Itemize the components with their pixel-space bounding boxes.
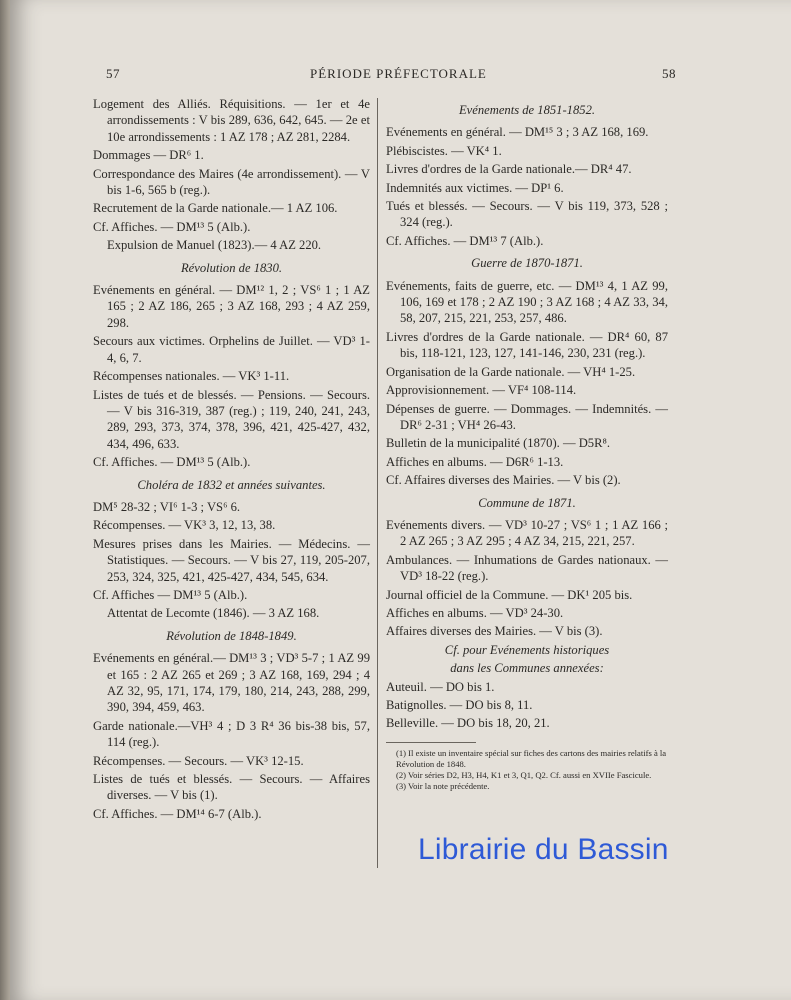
index-entry: Correspondance des Maires (4e arrondissement). — V bis 1-6, 565 b (reg.). bbox=[93, 166, 370, 198]
section-heading: Révolution de 1830. bbox=[180, 260, 283, 275]
section-heading: Commune de 1871. bbox=[478, 495, 576, 510]
index-entry: Bulletin de la municipalité (1870). — D5R⁸. bbox=[386, 436, 611, 451]
right-column-entries bbox=[386, 102, 668, 732]
footnote-3: (3) Voir la note précédente. bbox=[396, 780, 490, 791]
centered-note: Cf. pour Evénements historiques bbox=[444, 642, 610, 657]
index-entry: Récompenses nationales. — VK³ 1-11. bbox=[93, 369, 290, 384]
left-column bbox=[93, 96, 370, 824]
footnote-1: (1) Il existe un inventaire spécial sur fiches des cartons des mairies relatifs à la Révolution de 1848. bbox=[396, 747, 667, 769]
index-entry: Récompenses. — VK³ 3, 12, 13, 38. bbox=[93, 518, 276, 533]
section-heading: Choléra de 1832 et années suivantes. bbox=[137, 477, 326, 492]
centered-note: dans les Communes annexées: bbox=[450, 661, 604, 676]
footnote-rule bbox=[386, 742, 476, 743]
column-divider bbox=[377, 98, 378, 868]
index-entry: Secours aux victimes. Orphelins de Juillet. — VD³ 1-4, 6, 7. bbox=[93, 334, 370, 365]
index-entry: Cf. Affiches — DM¹³ 5 (Alb.). bbox=[93, 587, 248, 602]
index-entry: Logement des Alliés. Réquisitions. — 1er et 4e arrondissements : V bis 289, 636, 642, 645. — 2e et 10e arrondissements : 1 AZ 178 ; AZ 281, 2284. bbox=[93, 97, 370, 144]
section-heading: Révolution de 1848-1849. bbox=[166, 628, 297, 643]
footnote-2: (2) Voir séries D2, H3, H4, K1 et 3, Q1, Q2. Cf. aussi en XVIIe Fascicule. bbox=[396, 769, 652, 780]
index-entry: Dommages — DR⁶ 1. bbox=[93, 148, 204, 163]
sub-entry: Expulsion de Manuel (1823).— 4 AZ 220. bbox=[107, 238, 322, 253]
section-heading: Guerre de 1870-1871. bbox=[471, 256, 583, 271]
index-entry: Auteuil. — DO bis 1. bbox=[386, 679, 495, 694]
index-entry: Tués et blessés. — Secours. — V bis 119, 373, 528 ; 324 (reg.). bbox=[386, 199, 668, 230]
index-entry: Listes de tués et blessés. — Secours. — Affaires diverses. — V bis (1). bbox=[93, 772, 370, 803]
index-entry: Cf. Affiches. — DM¹³ 5 (Alb.). bbox=[93, 219, 251, 234]
index-entry: Garde nationale.—VH³ 4 ; D 3 R⁴ 36 bis-38 bis, 57, 114 (reg.). bbox=[93, 718, 370, 750]
index-entry: Evénements en général. — DM¹² 1, 2 ; VS⁶ 1 ; 1 AZ 165 ; 2 AZ 186, 265 ; 3 AZ 168, 293 ; 4 AZ 259, 298. bbox=[93, 283, 370, 330]
index-entry: Journal officiel de la Commune. — DK¹ 205 bis. bbox=[386, 587, 633, 602]
index-entry: DM⁵ 28-32 ; VI⁶ 1-3 ; VS⁶ 6. bbox=[93, 499, 241, 514]
index-entry: Récompenses. — Secours. — VK³ 12-15. bbox=[93, 753, 304, 768]
index-entry: Affiches en albums. — D6R⁶ 1-13. bbox=[386, 454, 564, 469]
index-entry: Dépenses de guerre. — Dommages. — Indemnités. — DR⁶ 2-31 ; VH⁴ 26-43. bbox=[386, 401, 668, 432]
right-column bbox=[386, 96, 668, 792]
sub-entry: Attentat de Lecomte (1846). — 3 AZ 168. bbox=[107, 606, 320, 621]
index-entry: Approvisionnement. — VF⁴ 108-114. bbox=[386, 383, 577, 398]
index-entry: Cf. Affaires diverses des Mairies. — V bis (2). bbox=[386, 473, 621, 488]
index-entry: Recrutement de la Garde nationale.— 1 AZ 106. bbox=[93, 201, 338, 216]
index-entry: Belleville. — DO bis 18, 20, 21. bbox=[386, 716, 550, 731]
left-page-number: 57 bbox=[106, 66, 120, 81]
index-entry: Affaires diverses des Mairies. — V bis (3). bbox=[386, 624, 603, 639]
index-entry: Cf. Affiches. — DM¹³ 5 (Alb.). bbox=[93, 455, 251, 470]
index-entry: Evénements divers. — VD³ 10-27 ; VS⁶ 1 ; 1 AZ 166 ; 2 AZ 265 ; 3 AZ 295 ; 4 AZ 34, 215, 221, 257. bbox=[386, 517, 668, 549]
index-entry: Livres d'ordres de la Garde nationale.— DR⁴ 47. bbox=[386, 162, 632, 177]
index-entry: Organisation de la Garde nationale. — VH⁴ 1-25. bbox=[386, 364, 636, 379]
index-entry: Livres d'ordres de la Garde nationale. — DR⁴ 60, 87 bis, 118-121, 123, 127, 141-146, 230, 231 (reg.). bbox=[386, 329, 668, 361]
index-entry: Plébiscistes. — VK⁴ 1. bbox=[386, 143, 502, 158]
watermark-text: Librairie du Bassin bbox=[418, 833, 669, 866]
index-entry: Listes de tués et de blessés. — Pensions. — Secours. — V bis 316-319, 387 (reg.) ; 119, 240, 241, 243, 289, 293, 373, 374, 378, 396, 421, 425-427, 432, 434, 496, 633. bbox=[93, 387, 370, 451]
index-entry: Cf. Affiches. — DM¹⁴ 6-7 (Alb.). bbox=[93, 806, 262, 821]
index-entry: Mesures prises dans les Mairies. — Médecins. — Statistiques. — Secours. — V bis 27, 119, 205-207, 253, 324, 325, 421, 425-427, 434, 545, 634. bbox=[93, 536, 370, 584]
index-entry: Evénements en général.— DM¹³ 3 ; VD³ 5-7 ; 1 AZ 99 et 165 : 2 AZ 265 et 269 ; 3 AZ 168, 169, 294 ; 4 AZ 32, 95, 171, 174, 179, 180, 214, 243, 288, 299, 390, 394, 459, 463. bbox=[93, 651, 370, 715]
index-entry: Ambulances. — Inhumations de Gardes nationaux. — VD³ 18-22 (reg.). bbox=[386, 552, 668, 584]
section-heading: Evénements de 1851-1852. bbox=[458, 103, 596, 117]
index-entry: Indemnités aux victimes. — DP¹ 6. bbox=[386, 180, 564, 195]
running-title: PÉRIODE PRÉFECTORALE bbox=[310, 66, 487, 81]
index-entry: Affiches en albums. — VD³ 24-30. bbox=[386, 605, 564, 620]
index-entry: Evénements, faits de guerre, etc. — DM¹³ 4, 1 AZ 99, 106, 169 et 178 ; 2 AZ 190 ; 3 AZ 168 ; 4 AZ 33, 34, 58, 207, 215, 221, 253, 257, 486. bbox=[386, 278, 668, 326]
index-entry: Batignolles. — DO bis 8, 11. bbox=[386, 698, 533, 712]
footnotes bbox=[386, 748, 668, 792]
right-page-number: 58 bbox=[662, 66, 676, 81]
index-entry: Evénements en général. — DM¹⁵ 3 ; 3 AZ 168, 169. bbox=[386, 125, 649, 140]
index-entry: Cf. Affiches. — DM¹³ 7 (Alb.). bbox=[386, 233, 544, 248]
